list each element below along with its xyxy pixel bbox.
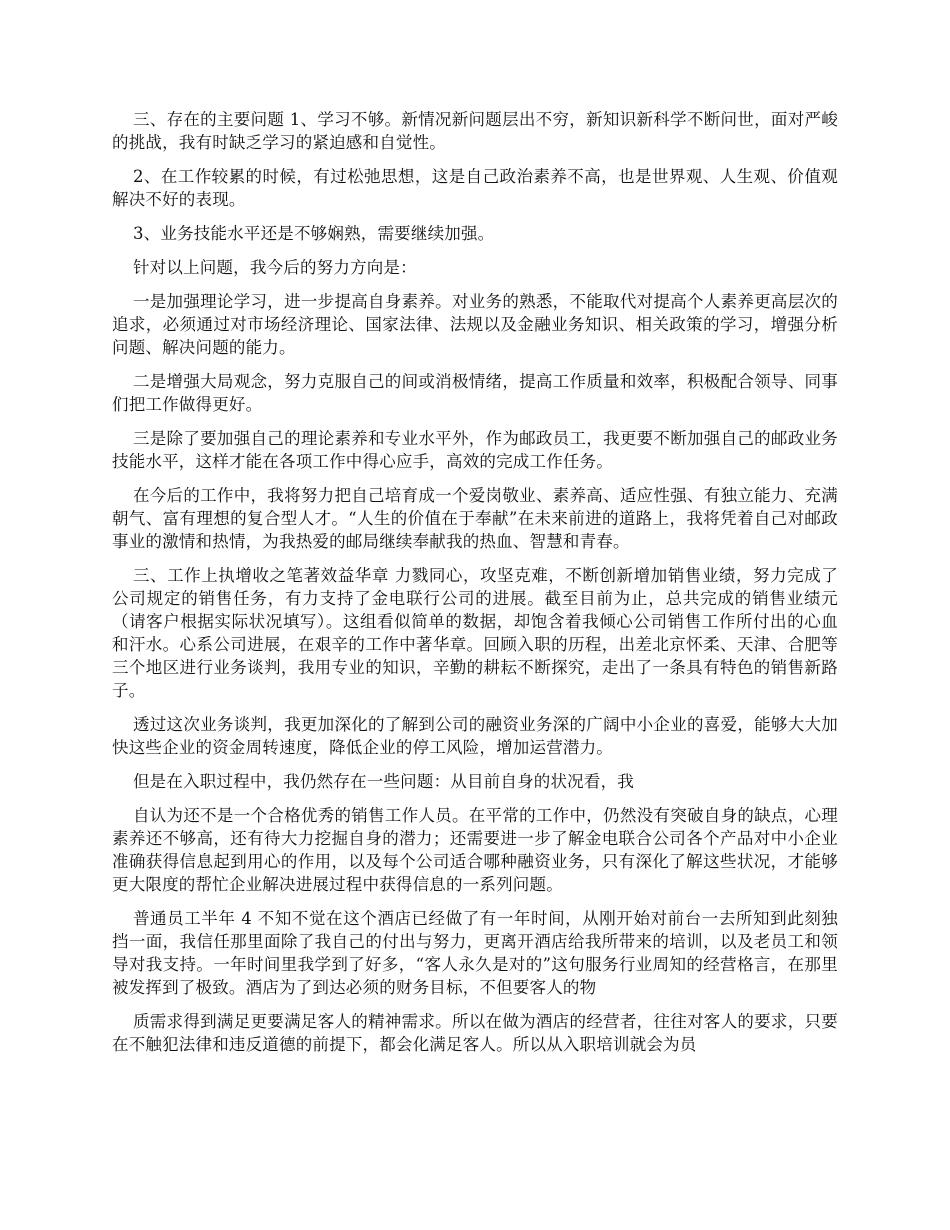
document-page (112, 108, 838, 1067)
paragraph-business-negotiation: 透过这次业务谈判，我更加深化的了解到公司的融资业务深的广阔中小企业的喜爱，能够大大加快这些企业的资金周转速度，降低企业的停工风险，增加运营潜力。 (112, 715, 838, 757)
paragraph-direction-3: 三是除了要加强自己的理论素养和专业水平外，作为邮政员工，我更要不断加强自己的邮政业务技能水平，这样才能在各项工作中得心应手，高效的完成工作任务。 (112, 429, 838, 471)
paragraph-problems-intro: 三、存在的主要问题 1、学习不够。新情况新问题层出不穷，新知识新科学不断问世，面对严峻的挑战，我有时缺乏学习的紧迫感和自觉性。 (112, 110, 838, 152)
paragraph-sales-achievement: 三、工作上执增收之笔著效益华章 力戮同心，攻坚克难，不断创新增加销售业绩，努力完成了公司规定的销售任务，有力支持了金电联行公司的进展。截至目前为止，总共完成的销售业绩元（请客户根据实际状况填写）。这组看似简单的数据，却饱含着我倾心公司销售工作所付出的心血和汗水。心系公司进展，在艰辛的工作中著华章。回顾入职的历程，出差北京怀柔、天津、合肥等三个地区进行业务谈判，我用专业的知识，辛勤的耕耘不断探究，走出了一条具有特色的销售新路子。 (112, 566, 838, 700)
paragraph-direction-2: 二是增强大局观念，努力克服自己的间或消极情绪，提高工作质量和效率，积极配合领导、同事们把工作做得更好。 (112, 372, 838, 414)
paragraph-problem-3: 3、业务技能水平还是不够娴熟，需要继续加强。 (132, 224, 495, 243)
paragraph-self-assessment: 自认为还不是一个合格优秀的销售工作人员。在平常的工作中，仍然没有突破自身的缺点，心理素养还不够高，还有待大力挖掘自身的潜力；还需要进一步了解金电联合公司各个产品对中小企业准确获得信息起到用心的作用，以及每个公司适合哪种融资业务，只有深化了解这些状况，才能够更大限度的帮忙企业解决进展过程中获得信息的一系列问题。 (112, 806, 838, 894)
paragraph-direction-1: 一是加强理论学习，进一步提高自身素养。对业务的熟悉，不能取代对提高个人素养更高层次的追求，必须通过对市场经济理论、国家法律、法规以及金融业务知识、相关政策的学习，增强分析问题、解决问题的能力。 (112, 292, 838, 357)
paragraph-hotel-year: 普通员工半年 4 不知不觉在这个酒店已经做了有一年时间，从刚开始对前台一去所知到此刻独挡一面，我信任那里面除了我自己的付出与努力，更离开酒店给我所带来的培训，以及老员工和领导对我支持。一年时间里我学到了好多，“客人永久是对的”这句服务行业周知的经营格言，在那里被发挥到了极致。酒店为了到达必须的财务目标，不但要客人的物 (112, 909, 838, 997)
paragraph-customer-needs: 质需求得到满足更要满足客人的精神需求。所以在做为酒店的经营者，往往对客人的要求，只要在不触犯法律和违反道德的前提下，都会化满足客人。所以从入职培训就会为员 (112, 1012, 838, 1054)
paragraph-direction-intro: 针对以上问题，我今后的努力方向是： (132, 258, 417, 277)
paragraph-issues-intro: 但是在入职过程中，我仍然存在一些问题：从目前自身的状况看，我 (132, 772, 634, 791)
paragraph-future-work: 在今后的工作中，我将努力把自己培育成一个爱岗敬业、素养高、适应性强、有独立能力、充满朝气、富有理想的复合型人才。“人生的价值在于奉献”在未来前进的道路上，我将凭着自己对邮政事业的激情和热情，为我热爱的邮局继续奉献我的热血、智慧和青春。 (112, 486, 838, 551)
paragraph-problem-2: 2、在工作较累的时候，有过松弛思想，这是自己政治素养不高，也是世界观、人生观、价值观解决不好的表现。 (112, 167, 838, 209)
